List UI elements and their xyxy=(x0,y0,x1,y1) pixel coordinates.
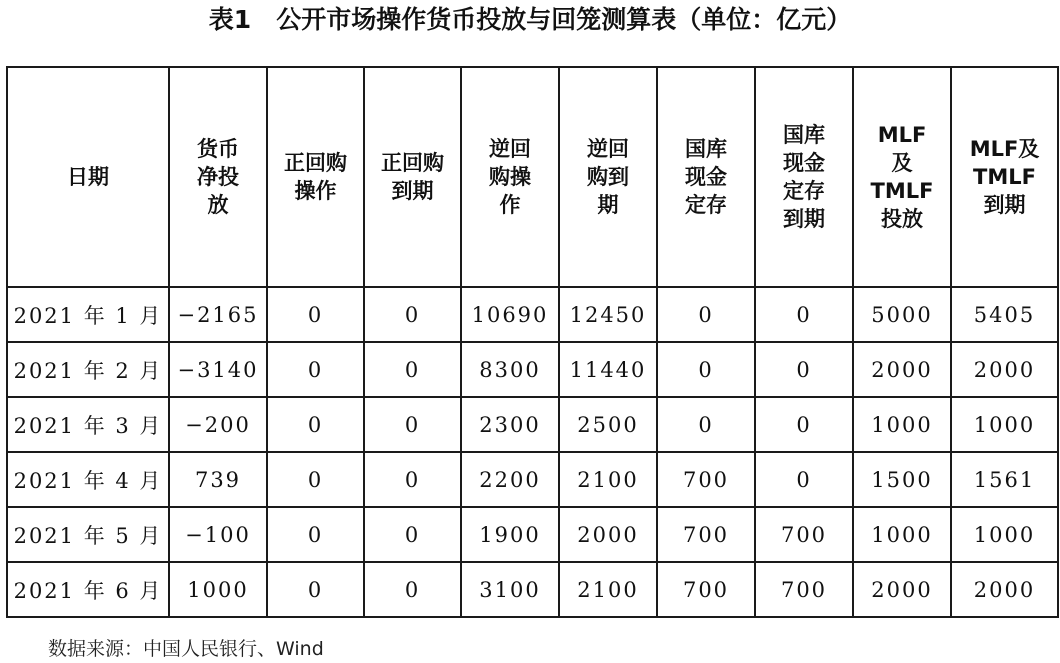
table-row xyxy=(7,507,1058,562)
table-row xyxy=(7,397,1058,452)
header-line: 现金 xyxy=(783,151,825,175)
table-cell: 5405 xyxy=(951,287,1058,342)
table-cell: 0 xyxy=(657,397,755,452)
header-line: 操作 xyxy=(294,179,337,203)
header-cell xyxy=(951,67,1058,287)
table-cell: 1000 xyxy=(951,507,1058,562)
header-line: 放 xyxy=(207,193,229,217)
table-cell: 12450 xyxy=(559,287,657,342)
table-cell: 0 xyxy=(364,562,461,617)
header-cell xyxy=(853,67,951,287)
header-line: 到期 xyxy=(391,179,434,203)
header-row xyxy=(7,67,1058,287)
header-line: 定存 xyxy=(685,193,727,217)
table-cell: 1900 xyxy=(461,507,559,562)
table-cell: 700 xyxy=(657,507,755,562)
table-cell: 0 xyxy=(755,342,853,397)
header-line: 到期 xyxy=(783,207,825,231)
table-cell: 2100 xyxy=(559,562,657,617)
table-cell: 0 xyxy=(364,287,461,342)
table-cell: 2000 xyxy=(853,342,951,397)
table-cell: 1500 xyxy=(853,452,951,507)
table-cell: 2500 xyxy=(559,397,657,452)
table-cell: 1000 xyxy=(853,507,951,562)
table-cell: 1000 xyxy=(169,562,267,617)
table-cell: 0 xyxy=(267,507,364,562)
date-cell: 2021 年 6 月 xyxy=(7,562,169,617)
table-cell: 0 xyxy=(267,397,364,452)
table-row xyxy=(7,342,1058,397)
header-cell xyxy=(461,67,559,287)
table-cell: 700 xyxy=(657,452,755,507)
header-line: 期 xyxy=(597,193,619,217)
header-line: 到期 xyxy=(983,193,1026,217)
table-cell: 0 xyxy=(364,397,461,452)
table-cell: 0 xyxy=(657,287,755,342)
date-cell: 2021 年 2 月 xyxy=(7,342,169,397)
table-cell: 0 xyxy=(364,507,461,562)
table-cell: 5000 xyxy=(853,287,951,342)
date-cell: 2021 年 1 月 xyxy=(7,287,169,342)
date-cell: 2021 年 4 月 xyxy=(7,452,169,507)
header-line: 作 xyxy=(499,193,521,217)
header-line: 投放 xyxy=(881,207,923,231)
table-row xyxy=(7,287,1058,342)
table-cell: 2000 xyxy=(951,342,1058,397)
header-cell xyxy=(7,67,169,287)
date-cell: 2021 年 5 月 xyxy=(7,507,169,562)
table-cell: 0 xyxy=(755,452,853,507)
table-cell: −3140 xyxy=(169,342,267,397)
table-cell: 0 xyxy=(267,562,364,617)
table-cell: 0 xyxy=(657,342,755,397)
header-line: 购操 xyxy=(489,165,531,189)
header-cell xyxy=(657,67,755,287)
header-line: 逆回 xyxy=(489,137,531,161)
table-cell: 2000 xyxy=(951,562,1058,617)
header-cell xyxy=(169,67,267,287)
header-line: TMLF xyxy=(973,165,1036,189)
table-cell: 8300 xyxy=(461,342,559,397)
header-line: 净投 xyxy=(197,165,239,189)
header-cell xyxy=(559,67,657,287)
table-row xyxy=(7,452,1058,507)
table-cell: 1000 xyxy=(853,397,951,452)
table-row xyxy=(7,562,1058,617)
open-market-operations-table xyxy=(6,66,1059,618)
table-cell: 700 xyxy=(755,562,853,617)
header-cell xyxy=(364,67,461,287)
table-cell: 0 xyxy=(755,287,853,342)
table-cell: 739 xyxy=(169,452,267,507)
header-line: 国库 xyxy=(685,137,727,161)
header-line: 购到 xyxy=(587,165,629,189)
header-line: 货币 xyxy=(197,137,239,161)
header-line: 日期 xyxy=(67,165,109,189)
header-cell xyxy=(267,67,364,287)
header-line: 定存 xyxy=(783,179,825,203)
date-cell: 2021 年 3 月 xyxy=(7,397,169,452)
table-cell: 2100 xyxy=(559,452,657,507)
table-cell: 10690 xyxy=(461,287,559,342)
header-line: 逆回 xyxy=(587,137,629,161)
table-cell: 1561 xyxy=(951,452,1058,507)
header-line: 现金 xyxy=(685,165,727,189)
table-cell: 11440 xyxy=(559,342,657,397)
table-cell: 700 xyxy=(657,562,755,617)
table-cell: 0 xyxy=(755,397,853,452)
data-source-note: 数据来源：中国人民银行、Wind xyxy=(48,638,324,660)
table-cell: 2300 xyxy=(461,397,559,452)
header-line: TMLF xyxy=(870,179,934,203)
table-title: 表1 公开市场操作货币投放与回笼测算表（单位：亿元） xyxy=(208,5,852,34)
table-cell: 2000 xyxy=(559,507,657,562)
header-line: 国库 xyxy=(783,123,825,147)
table-cell: 0 xyxy=(364,452,461,507)
table-cell: 700 xyxy=(755,507,853,562)
header-cell xyxy=(755,67,853,287)
header-line: 正回购 xyxy=(284,151,347,175)
table-cell: 0 xyxy=(267,452,364,507)
header-line: 正回购 xyxy=(381,151,444,175)
table-cell: 0 xyxy=(267,287,364,342)
header-line: 及 xyxy=(891,151,913,175)
table-cell: 3100 xyxy=(461,562,559,617)
table-cell: 0 xyxy=(364,342,461,397)
table-cell: −2165 xyxy=(169,287,267,342)
table-cell: −100 xyxy=(169,507,267,562)
table-cell: 2000 xyxy=(853,562,951,617)
table-cell: 2200 xyxy=(461,452,559,507)
header-line: MLF及 xyxy=(969,137,1040,161)
table-cell: 0 xyxy=(267,342,364,397)
table-cell: 1000 xyxy=(951,397,1058,452)
header-line: MLF xyxy=(877,123,927,147)
table-cell: −200 xyxy=(169,397,267,452)
